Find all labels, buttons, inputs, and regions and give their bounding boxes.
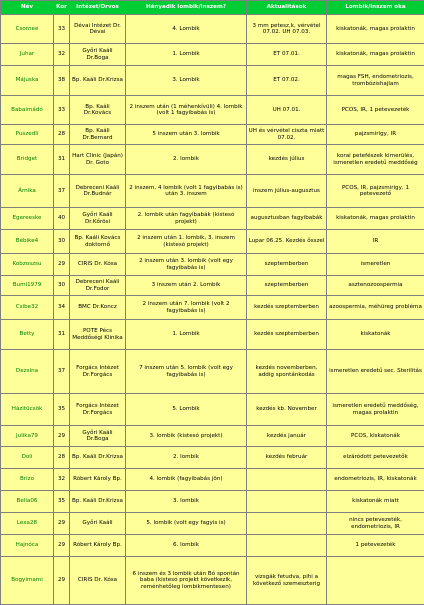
cell-attempt: 2 inszem után (1 méhenkívüli) 4. lombik (volt 1 fagyibabás is) xyxy=(126,96,247,125)
cell-name: Egereeske xyxy=(1,208,54,230)
cell-reason: PCOS, IR, pajzsmirigy, 1 petevezető xyxy=(327,175,424,208)
cell-name: Puszedli xyxy=(1,125,54,145)
cell-name: Bébike4 xyxy=(1,230,54,254)
cell-attempt: 7 inszem után 5. lombik (volt egy fagyibabás is) xyxy=(126,350,247,394)
cell-news: 3 mm petesz,k, vérvétel 07.02. UH 07.03. xyxy=(247,15,327,44)
cell-attempt: 2 inszem után 3. lombik (volt egy fagyibabás is) xyxy=(126,254,247,276)
cell-age: 29 xyxy=(54,513,70,535)
cell-age: 37 xyxy=(54,175,70,208)
cell-age: 30 xyxy=(54,230,70,254)
cell-age: 28 xyxy=(54,447,70,469)
cell-reason xyxy=(327,557,424,605)
cell-age: 31 xyxy=(54,320,70,350)
header-news: Aktualitások xyxy=(247,1,327,15)
cell-clinic: Forgács Intézet Dr.Forgács xyxy=(70,394,126,426)
cell-attempt: 4. lombik (fagyibabás jön) xyxy=(126,469,247,491)
cell-clinic: Győri Kaáli Dr.Boga xyxy=(70,44,126,66)
cell-age: 38 xyxy=(54,66,70,96)
cell-attempt: 3. lombik xyxy=(126,491,247,513)
cell-news xyxy=(247,491,327,513)
cell-news: inszem július-augusztus xyxy=(247,175,327,208)
table-row xyxy=(1,44,424,66)
cell-news: vizsgák fetudva, pihi a következő szemeszterig xyxy=(247,557,327,605)
cell-name: Lexa28 xyxy=(1,513,54,535)
cell-age: 29 xyxy=(54,426,70,447)
cell-attempt: 4. Lombik xyxy=(126,15,247,44)
cell-news xyxy=(247,469,327,491)
table-body xyxy=(1,15,424,605)
table-row xyxy=(1,320,424,350)
cell-attempt: 6 inszem és 3 lombik után Bó spontán baba (kistesó projekt következik, reménhetőleg lombikmentesen) xyxy=(126,557,247,605)
cell-news xyxy=(247,513,327,535)
cell-reason: asztenozoospermia xyxy=(327,276,424,296)
cell-reason: IR xyxy=(327,230,424,254)
table-row xyxy=(1,394,424,426)
cell-age: 29 xyxy=(54,557,70,605)
table-row xyxy=(1,557,424,605)
cell-news: kezdés novemberben, addig spontánkodás xyxy=(247,350,327,394)
cell-clinic: CIRIS Dr. Kósa xyxy=(70,557,126,605)
header-name: Név xyxy=(1,1,54,15)
cell-age: 37 xyxy=(54,350,70,394)
cell-clinic: Dévai Intézet Dr. Dévai xyxy=(70,15,126,44)
cell-name: Csibe32 xyxy=(1,296,54,320)
cell-clinic: Győri Kaáli xyxy=(70,513,126,535)
cell-age: 29 xyxy=(54,254,70,276)
cell-name: Babaimádó xyxy=(1,96,54,125)
cell-news: kezdés kb. November xyxy=(247,394,327,426)
cell-reason: pajzsmirigy, IR xyxy=(327,125,424,145)
cell-name: Csornee xyxy=(1,15,54,44)
cell-clinic: CIRIS Dr. Kósa xyxy=(70,254,126,276)
cell-name: Bumi1979 xyxy=(1,276,54,296)
cell-attempt: 2. lombik xyxy=(126,447,247,469)
cell-news: ET 07.01. xyxy=(247,44,327,66)
cell-news: ET 07.02. xyxy=(247,66,327,96)
cell-age: 33 xyxy=(54,96,70,125)
cell-clinic: Bp. Kaáli Kovács doktornő xyxy=(70,230,126,254)
table-row xyxy=(1,491,424,513)
cell-news: augusztusban fagyibabák xyxy=(247,208,327,230)
cell-clinic: Győri Kaáli Dr.Kőrösi xyxy=(70,208,126,230)
cell-reason: endometriozis, IR, kiskatonák xyxy=(327,469,424,491)
cell-reason: kiskatonák, magas prolaktin xyxy=(327,15,424,44)
cell-clinic: Bp. Kaáli Dr.Krizsa xyxy=(70,447,126,469)
cell-name: Árnika xyxy=(1,175,54,208)
cell-age: 32 xyxy=(54,469,70,491)
table-row xyxy=(1,254,424,276)
cell-clinic: Debreceni Kaáli Dr.Budnár xyxy=(70,175,126,208)
cell-attempt: 5. Lombik xyxy=(126,394,247,426)
cell-name: Kobzoszsu xyxy=(1,254,54,276)
cell-news: kezdés szeptemberben xyxy=(247,296,327,320)
header-clinic: Intézet/Orvos xyxy=(70,1,126,15)
cell-name: Bogyimami xyxy=(1,557,54,605)
cell-clinic: Bp. Kaáli Dr.Krizsa xyxy=(70,491,126,513)
cell-reason: azoospermia, méhüreg probléma xyxy=(327,296,424,320)
cell-news: kezdés szeptemberben xyxy=(247,320,327,350)
cell-age: 32 xyxy=(54,44,70,66)
cell-clinic: Hart Clinic (Japán) Dr. Goto xyxy=(70,145,126,175)
header-row xyxy=(1,1,424,15)
table-row xyxy=(1,426,424,447)
table-row xyxy=(1,230,424,254)
cell-attempt: 1. Lombik xyxy=(126,44,247,66)
cell-age: 30 xyxy=(54,276,70,296)
cell-reason: 1 petevezeték xyxy=(327,535,424,557)
cell-news: szeptemberben xyxy=(247,276,327,296)
cell-clinic: Bp. Kaáli Dr.Kovács xyxy=(70,96,126,125)
cell-reason: kiskatonák, magas prolaktin xyxy=(327,44,424,66)
cell-news: UH és vérvétel ciszta miatt 07.02. xyxy=(247,125,327,145)
cell-clinic: Bp. Kaáli Dr.Krizsa xyxy=(70,66,126,96)
cell-reason: ismeretlen eredetű sec. Sterilitás xyxy=(327,350,424,394)
cell-reason: korai petefészek kimerülés, ismeretlen eredetű meddőség xyxy=(327,145,424,175)
table-row xyxy=(1,125,424,145)
cell-clinic: Győri Kaáli Dr.Boga xyxy=(70,426,126,447)
cell-age: 28 xyxy=(54,125,70,145)
cell-clinic: Forgács Intézet Dr.Forgács xyxy=(70,350,126,394)
cell-name: Brizo xyxy=(1,469,54,491)
cell-reason: PCOS, IR, 1 petevezeték xyxy=(327,96,424,125)
cell-clinic: POTE Pécs Meddőségi Klinika xyxy=(70,320,126,350)
cell-attempt: 3. lombik (kistesó projekt) xyxy=(126,426,247,447)
cell-news: kezdés február xyxy=(247,447,327,469)
cell-clinic: Róbert Károly Bp. xyxy=(70,535,126,557)
cell-news: UH 07.01. xyxy=(247,96,327,125)
cell-reason: ismeretlen xyxy=(327,254,424,276)
cell-attempt: 6. lombik xyxy=(126,535,247,557)
cell-attempt: 2. lombik után fagyibabák (kistesó projekt) xyxy=(126,208,247,230)
table-row xyxy=(1,66,424,96)
table-row xyxy=(1,15,424,44)
cell-clinic: Debreceni Kaáli Dr.Fodor xyxy=(70,276,126,296)
cell-age: 35 xyxy=(54,491,70,513)
cell-attempt: 5 inszem után 3. lombik xyxy=(126,125,247,145)
header-reason: Lombik/inszem oka xyxy=(327,1,424,15)
cell-attempt: 2 inszem, 4 lombik (volt 1 fagyibabás is) után 3. inszem xyxy=(126,175,247,208)
cell-age: 29 xyxy=(54,535,70,557)
table-row xyxy=(1,350,424,394)
table-row xyxy=(1,469,424,491)
table-row xyxy=(1,276,424,296)
cell-reason: elzáródott petevezetők xyxy=(327,447,424,469)
cell-reason: kiskatonák, magas prolaktin xyxy=(327,208,424,230)
header-attempt: Hányadik lombik/inszem? xyxy=(126,1,247,15)
cell-attempt: 2 inszem után 7. lombik (volt 2 fagyibabás is) xyxy=(126,296,247,320)
table-row xyxy=(1,296,424,320)
cell-name: Májuska xyxy=(1,66,54,96)
cell-reason: kiskatonák xyxy=(327,320,424,350)
cell-attempt: 2. lombik xyxy=(126,145,247,175)
table-row xyxy=(1,96,424,125)
cell-clinic: Bp. Kaáli Dr.Bernard xyxy=(70,125,126,145)
cell-clinic: BMC Dr.Koncz xyxy=(70,296,126,320)
cell-name: Dezsina xyxy=(1,350,54,394)
cell-name: Juhar xyxy=(1,44,54,66)
cell-age: 34 xyxy=(54,296,70,320)
table-row xyxy=(1,175,424,208)
cell-news: Lupar 06.25. Kezdés ősszel xyxy=(247,230,327,254)
cell-reason: PCOS, kiskatonák xyxy=(327,426,424,447)
table-row xyxy=(1,208,424,230)
cell-reason: kiskatonák miatt xyxy=(327,491,424,513)
cell-clinic: Róbert Károly Bp. xyxy=(70,469,126,491)
table-row xyxy=(1,447,424,469)
cell-news xyxy=(247,535,327,557)
table-row xyxy=(1,535,424,557)
cell-age: 40 xyxy=(54,208,70,230)
cell-attempt: 2 inszem után 1. lombik, 3. inszem (kistesó projekt) xyxy=(126,230,247,254)
cell-name: Julika79 xyxy=(1,426,54,447)
cell-attempt: 1. Lombik xyxy=(126,320,247,350)
cell-name: Betty xyxy=(1,320,54,350)
table-row xyxy=(1,513,424,535)
cell-name: Bridget xyxy=(1,145,54,175)
table-row xyxy=(1,145,424,175)
cell-attempt: 5. lombik (volt egy fagyis is) xyxy=(126,513,247,535)
cell-news: kezdés január xyxy=(247,426,327,447)
cell-age: 31 xyxy=(54,145,70,175)
cell-attempt: 3. Lombik xyxy=(126,66,247,96)
cell-reason: ismeretlen eredetű meddőség, magas prolaktin xyxy=(327,394,424,426)
cell-reason: nincs petevezeték, endometriozis, IR xyxy=(327,513,424,535)
cell-age: 35 xyxy=(54,394,70,426)
cell-age: 33 xyxy=(54,15,70,44)
cell-name: Házitücsök xyxy=(1,394,54,426)
cell-news: szeptemberben xyxy=(247,254,327,276)
cell-attempt: 3 inszem után 2. Lombik xyxy=(126,276,247,296)
header-age: Kor xyxy=(54,1,70,15)
cell-name: Hajnóca xyxy=(1,535,54,557)
cell-reason: magas FSH, endometriozis, trombózishajlam xyxy=(327,66,424,96)
cell-name: Bella06 xyxy=(1,491,54,513)
cell-news: kezdés július xyxy=(247,145,327,175)
cell-name: Doli xyxy=(1,447,54,469)
